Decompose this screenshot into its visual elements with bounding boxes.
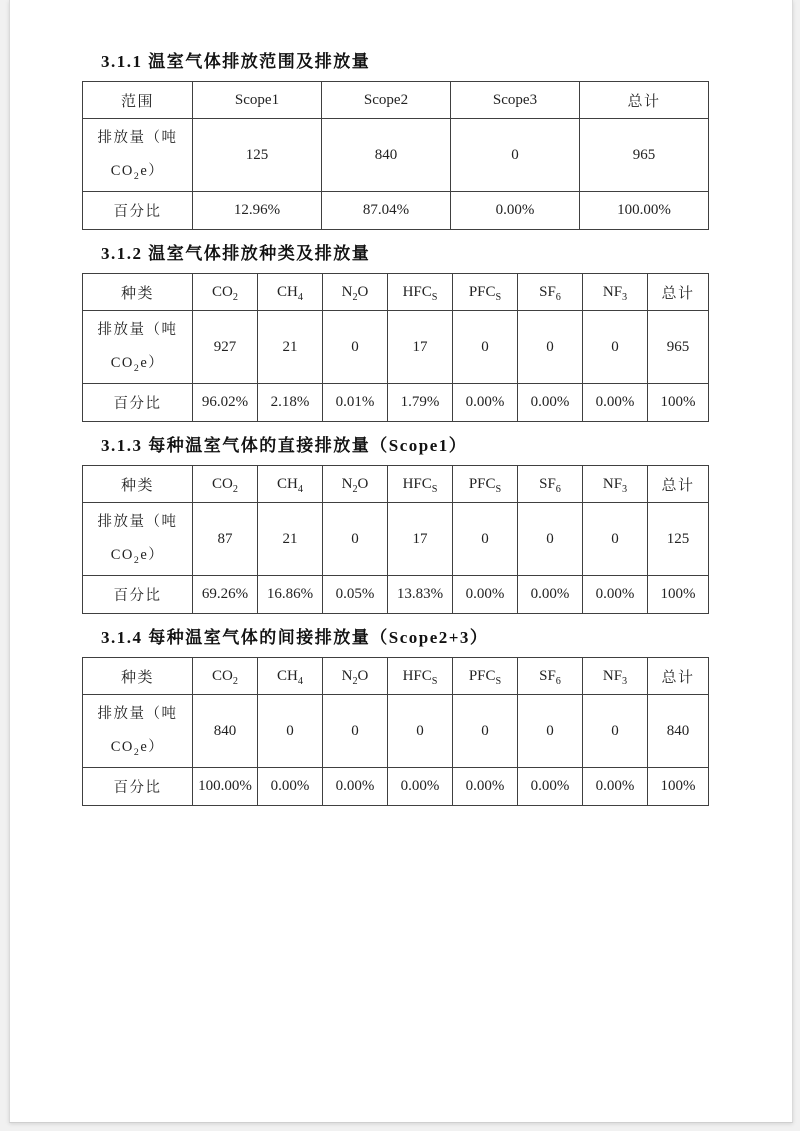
column-header-cell: $CH_4$ (258, 466, 323, 503)
section-title: 3.1.1 温室气体排放范围及排放量 (101, 52, 371, 71)
value-cell: 0 (583, 695, 648, 768)
value-cell: 0.00% (453, 576, 518, 614)
table-row (83, 695, 709, 768)
value-cell: 0.00% (583, 576, 648, 614)
value-cell: 1.79% (388, 384, 453, 422)
column-header-cell: $CH_4$ (258, 658, 323, 695)
value-cell: 0.00% (583, 768, 648, 806)
column-header-cell: $HFC_S$ (388, 658, 453, 695)
value-cell: 17 (388, 311, 453, 384)
column-header-cell: $SF_6$ (518, 658, 583, 695)
value-cell: 100.00% (580, 192, 709, 230)
column-header-cell: $N_2O$ (323, 658, 388, 695)
column-header-cell: $CO_2$ (193, 274, 258, 311)
table-row (83, 384, 709, 422)
value-cell: 0.00% (453, 384, 518, 422)
header-row (83, 82, 709, 119)
value-cell: 0 (583, 311, 648, 384)
emissions-table (82, 657, 709, 806)
value-cell: 840 (193, 695, 258, 768)
row-header-label: 种类 (83, 466, 193, 503)
table-row (83, 119, 709, 192)
column-header-cell: $CH_4$ (258, 274, 323, 311)
value-cell: 0.00% (518, 384, 583, 422)
section-title: 3.1.4 每种温室气体的间接排放量（Scope2+3） (101, 628, 489, 647)
value-cell: 0.00% (323, 768, 388, 806)
value-cell: 0.00% (388, 768, 453, 806)
value-cell: 100.00% (193, 768, 258, 806)
column-header-cell: $PFC_S$ (453, 466, 518, 503)
value-cell: 0 (453, 311, 518, 384)
value-cell: 0.01% (323, 384, 388, 422)
column-header-cell: Scope1 (193, 82, 322, 119)
value-cell: 87.04% (322, 192, 451, 230)
column-header-cell: $SF_6$ (518, 466, 583, 503)
column-header-cell: $SF_6$ (518, 274, 583, 311)
column-header-cell: $CO_2$ (193, 466, 258, 503)
value-cell: 840 (322, 119, 451, 192)
row-label-cell: 百分比 (83, 576, 193, 614)
column-header-cell: $N_2O$ (323, 466, 388, 503)
column-header-cell: $N_2O$ (323, 274, 388, 311)
value-cell: 0 (518, 695, 583, 768)
value-cell: 0.00% (451, 192, 580, 230)
table-row (83, 576, 709, 614)
row-label-cell: 百分比 (83, 192, 193, 230)
row-label-cell: 排放量（吨 $CO_2e$） (83, 311, 193, 384)
emissions-table (82, 273, 709, 422)
column-header-cell: 总计 (648, 274, 709, 311)
value-cell: 21 (258, 503, 323, 576)
value-cell: 0.05% (323, 576, 388, 614)
value-cell: 0.00% (518, 768, 583, 806)
row-label-cell: 百分比 (83, 768, 193, 806)
row-label-cell: 百分比 (83, 384, 193, 422)
value-cell: 927 (193, 311, 258, 384)
section-title: 3.1.2 温室气体排放种类及排放量 (101, 244, 371, 263)
value-cell: 17 (388, 503, 453, 576)
table-row (83, 192, 709, 230)
value-cell: 12.96% (193, 192, 322, 230)
value-cell: 0.00% (258, 768, 323, 806)
column-header-cell: 总计 (580, 82, 709, 119)
value-cell: 0 (453, 503, 518, 576)
value-cell: 0.00% (453, 768, 518, 806)
value-cell: 69.26% (193, 576, 258, 614)
value-cell: 125 (193, 119, 322, 192)
column-header-cell: $NF_3$ (583, 274, 648, 311)
column-header-cell: $PFC_S$ (453, 658, 518, 695)
emissions-table (82, 81, 709, 230)
value-cell: 87 (193, 503, 258, 576)
column-header-cell: $HFC_S$ (388, 274, 453, 311)
section (82, 50, 792, 230)
header-row (83, 274, 709, 311)
row-label-cell: 排放量（吨 $CO_2e$） (83, 119, 193, 192)
value-cell: 16.86% (258, 576, 323, 614)
value-cell: 100% (648, 384, 709, 422)
header-row (83, 466, 709, 503)
column-header-cell: Scope2 (322, 82, 451, 119)
value-cell: 0 (323, 695, 388, 768)
column-header-cell: $PFC_S$ (453, 274, 518, 311)
value-cell: 0 (451, 119, 580, 192)
column-header-cell: Scope3 (451, 82, 580, 119)
row-header-label: 种类 (83, 658, 193, 695)
value-cell: 0 (388, 695, 453, 768)
section (82, 242, 792, 422)
column-header-cell: $CO_2$ (193, 658, 258, 695)
value-cell: 0.00% (518, 576, 583, 614)
value-cell: 21 (258, 311, 323, 384)
section (82, 434, 792, 614)
value-cell: 13.83% (388, 576, 453, 614)
value-cell: 0 (518, 311, 583, 384)
value-cell: 0 (258, 695, 323, 768)
row-header-label: 范围 (83, 82, 193, 119)
value-cell: 965 (580, 119, 709, 192)
column-header-cell: $NF_3$ (583, 466, 648, 503)
document-page (9, 0, 793, 1123)
header-row (83, 658, 709, 695)
row-label-cell: 排放量（吨 $CO_2e$） (83, 695, 193, 768)
value-cell: 840 (648, 695, 709, 768)
value-cell: 125 (648, 503, 709, 576)
column-header-cell: 总计 (648, 658, 709, 695)
value-cell: 2.18% (258, 384, 323, 422)
value-cell: 96.02% (193, 384, 258, 422)
table-row (83, 503, 709, 576)
document-content (10, 0, 792, 806)
section (82, 626, 792, 806)
value-cell: 0.00% (583, 384, 648, 422)
table-row (83, 311, 709, 384)
section-title: 3.1.3 每种温室气体的直接排放量（Scope1） (101, 436, 468, 455)
value-cell: 965 (648, 311, 709, 384)
value-cell: 100% (648, 576, 709, 614)
table-row (83, 768, 709, 806)
column-header-cell: $HFC_S$ (388, 466, 453, 503)
value-cell: 0 (518, 503, 583, 576)
value-cell: 0 (453, 695, 518, 768)
value-cell: 100% (648, 768, 709, 806)
column-header-cell: $NF_3$ (583, 658, 648, 695)
row-label-cell: 排放量（吨 $CO_2e$） (83, 503, 193, 576)
row-header-label: 种类 (83, 274, 193, 311)
value-cell: 0 (583, 503, 648, 576)
value-cell: 0 (323, 311, 388, 384)
value-cell: 0 (323, 503, 388, 576)
emissions-table (82, 465, 709, 614)
column-header-cell: 总计 (648, 466, 709, 503)
